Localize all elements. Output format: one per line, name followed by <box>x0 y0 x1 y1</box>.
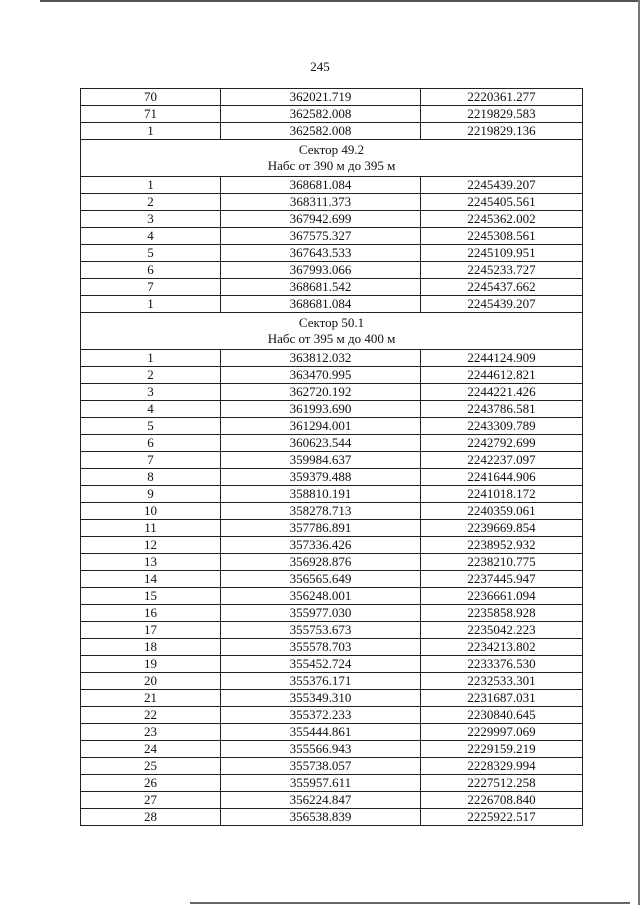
point-number-cell: 7 <box>81 452 221 469</box>
point-number-cell: 17 <box>81 622 221 639</box>
point-number-cell: 9 <box>81 486 221 503</box>
y-coordinate-cell: 2245437.662 <box>421 279 583 296</box>
x-coordinate-cell: 356224.847 <box>221 792 421 809</box>
y-coordinate-cell: 2225922.517 <box>421 809 583 826</box>
table-row <box>81 89 583 106</box>
table-row <box>81 177 583 194</box>
point-number-cell: 71 <box>81 106 221 123</box>
x-coordinate-cell: 367643.533 <box>221 245 421 262</box>
x-coordinate-cell: 359984.637 <box>221 452 421 469</box>
table-row <box>81 296 583 313</box>
point-number-cell: 13 <box>81 554 221 571</box>
x-coordinate-cell: 355349.310 <box>221 690 421 707</box>
table-row <box>81 262 583 279</box>
y-coordinate-cell: 2245308.561 <box>421 228 583 245</box>
sector-title: Сектор 49.2 <box>298 142 365 157</box>
point-number-cell: 3 <box>81 384 221 401</box>
x-coordinate-cell: 355977.030 <box>221 605 421 622</box>
x-coordinate-cell: 362720.192 <box>221 384 421 401</box>
y-coordinate-cell: 2242792.699 <box>421 435 583 452</box>
y-coordinate-cell: 2231687.031 <box>421 690 583 707</box>
point-number-cell: 4 <box>81 228 221 245</box>
y-coordinate-cell: 2245233.727 <box>421 262 583 279</box>
point-number-cell: 70 <box>81 89 221 106</box>
y-coordinate-cell: 2228329.994 <box>421 758 583 775</box>
scan-edge-bottom <box>190 902 630 904</box>
point-number-cell: 28 <box>81 809 221 826</box>
coordinates-table-body <box>81 89 583 826</box>
point-number-cell: 5 <box>81 418 221 435</box>
x-coordinate-cell: 361993.690 <box>221 401 421 418</box>
table-row <box>81 418 583 435</box>
y-coordinate-cell: 2244221.426 <box>421 384 583 401</box>
x-coordinate-cell: 355753.673 <box>221 622 421 639</box>
table-row <box>81 245 583 262</box>
table-row <box>81 469 583 486</box>
x-coordinate-cell: 355444.861 <box>221 724 421 741</box>
y-coordinate-cell: 2226708.840 <box>421 792 583 809</box>
point-number-cell: 15 <box>81 588 221 605</box>
x-coordinate-cell: 355452.724 <box>221 656 421 673</box>
point-number-cell: 2 <box>81 194 221 211</box>
sector-header-cell <box>81 313 583 350</box>
y-coordinate-cell: 2237445.947 <box>421 571 583 588</box>
point-number-cell: 1 <box>81 123 221 140</box>
table-row <box>81 503 583 520</box>
y-coordinate-cell: 2233376.530 <box>421 656 583 673</box>
y-coordinate-cell: 2245405.561 <box>421 194 583 211</box>
point-number-cell: 10 <box>81 503 221 520</box>
x-coordinate-cell: 355578.703 <box>221 639 421 656</box>
table-row <box>81 228 583 245</box>
point-number-cell: 21 <box>81 690 221 707</box>
table-row <box>81 707 583 724</box>
x-coordinate-cell: 355372.233 <box>221 707 421 724</box>
x-coordinate-cell: 361294.001 <box>221 418 421 435</box>
y-coordinate-cell: 2245362.002 <box>421 211 583 228</box>
point-number-cell: 12 <box>81 537 221 554</box>
x-coordinate-cell: 368681.084 <box>221 177 421 194</box>
sector-height-range: Набс от 390 м до 395 м <box>267 158 396 173</box>
y-coordinate-cell: 2230840.645 <box>421 707 583 724</box>
table-row <box>81 690 583 707</box>
table-row <box>81 571 583 588</box>
x-coordinate-cell: 362582.008 <box>221 123 421 140</box>
y-coordinate-cell: 2241018.172 <box>421 486 583 503</box>
x-coordinate-cell: 362021.719 <box>221 89 421 106</box>
point-number-cell: 5 <box>81 245 221 262</box>
point-number-cell: 11 <box>81 520 221 537</box>
y-coordinate-cell: 2245439.207 <box>421 296 583 313</box>
table-row <box>81 435 583 452</box>
x-coordinate-cell: 362582.008 <box>221 106 421 123</box>
point-number-cell: 14 <box>81 571 221 588</box>
table-row <box>81 106 583 123</box>
y-coordinate-cell: 2244124.909 <box>421 350 583 367</box>
point-number-cell: 25 <box>81 758 221 775</box>
table-row <box>81 401 583 418</box>
table-row <box>81 350 583 367</box>
table-row <box>81 279 583 296</box>
y-coordinate-cell: 2235042.223 <box>421 622 583 639</box>
table-row <box>81 486 583 503</box>
point-number-cell: 20 <box>81 673 221 690</box>
y-coordinate-cell: 2240359.061 <box>421 503 583 520</box>
point-number-cell: 22 <box>81 707 221 724</box>
table-row <box>81 741 583 758</box>
table-row <box>81 554 583 571</box>
table-row <box>81 775 583 792</box>
table-row <box>81 194 583 211</box>
y-coordinate-cell: 2234213.802 <box>421 639 583 656</box>
y-coordinate-cell: 2244612.821 <box>421 367 583 384</box>
table-row <box>81 622 583 639</box>
y-coordinate-cell: 2229159.219 <box>421 741 583 758</box>
point-number-cell: 19 <box>81 656 221 673</box>
table-row <box>81 656 583 673</box>
x-coordinate-cell: 356538.839 <box>221 809 421 826</box>
y-coordinate-cell: 2219829.583 <box>421 106 583 123</box>
y-coordinate-cell: 2238952.932 <box>421 537 583 554</box>
sector-header-row <box>81 313 583 350</box>
y-coordinate-cell: 2241644.906 <box>421 469 583 486</box>
point-number-cell: 16 <box>81 605 221 622</box>
x-coordinate-cell: 355738.057 <box>221 758 421 775</box>
point-number-cell: 24 <box>81 741 221 758</box>
x-coordinate-cell: 368311.373 <box>221 194 421 211</box>
x-coordinate-cell: 356928.876 <box>221 554 421 571</box>
y-coordinate-cell: 2245109.951 <box>421 245 583 262</box>
page-number: 245 <box>310 59 330 74</box>
table-row <box>81 367 583 384</box>
point-number-cell: 26 <box>81 775 221 792</box>
x-coordinate-cell: 367942.699 <box>221 211 421 228</box>
sector-header-cell <box>81 140 583 177</box>
table-row <box>81 605 583 622</box>
sector-header-row <box>81 140 583 177</box>
x-coordinate-cell: 367575.327 <box>221 228 421 245</box>
table-row <box>81 520 583 537</box>
x-coordinate-cell: 368681.084 <box>221 296 421 313</box>
y-coordinate-cell: 2220361.277 <box>421 89 583 106</box>
point-number-cell: 27 <box>81 792 221 809</box>
point-number-cell: 3 <box>81 211 221 228</box>
point-number-cell: 2 <box>81 367 221 384</box>
table-row <box>81 123 583 140</box>
x-coordinate-cell: 363470.995 <box>221 367 421 384</box>
y-coordinate-cell: 2245439.207 <box>421 177 583 194</box>
y-coordinate-cell: 2227512.258 <box>421 775 583 792</box>
x-coordinate-cell: 358278.713 <box>221 503 421 520</box>
point-number-cell: 6 <box>81 435 221 452</box>
x-coordinate-cell: 367993.066 <box>221 262 421 279</box>
y-coordinate-cell: 2232533.301 <box>421 673 583 690</box>
x-coordinate-cell: 355957.611 <box>221 775 421 792</box>
sector-title: Сектор 50.1 <box>298 315 365 330</box>
y-coordinate-cell: 2243309.789 <box>421 418 583 435</box>
x-coordinate-cell: 363812.032 <box>221 350 421 367</box>
y-coordinate-cell: 2235858.928 <box>421 605 583 622</box>
x-coordinate-cell: 358810.191 <box>221 486 421 503</box>
point-number-cell: 6 <box>81 262 221 279</box>
y-coordinate-cell: 2229997.069 <box>421 724 583 741</box>
scan-edge-top <box>40 0 638 2</box>
point-number-cell: 1 <box>81 296 221 313</box>
x-coordinate-cell: 356565.649 <box>221 571 421 588</box>
table-row <box>81 809 583 826</box>
table-row <box>81 452 583 469</box>
point-number-cell: 7 <box>81 279 221 296</box>
coordinates-table <box>80 88 583 826</box>
y-coordinate-cell: 2219829.136 <box>421 123 583 140</box>
table-row <box>81 384 583 401</box>
point-number-cell: 23 <box>81 724 221 741</box>
table-row <box>81 673 583 690</box>
point-number-cell: 1 <box>81 350 221 367</box>
x-coordinate-cell: 357336.426 <box>221 537 421 554</box>
y-coordinate-cell: 2243786.581 <box>421 401 583 418</box>
x-coordinate-cell: 355376.171 <box>221 673 421 690</box>
y-coordinate-cell: 2238210.775 <box>421 554 583 571</box>
table-row <box>81 792 583 809</box>
table-row <box>81 758 583 775</box>
table-row <box>81 537 583 554</box>
point-number-cell: 18 <box>81 639 221 656</box>
point-number-cell: 4 <box>81 401 221 418</box>
y-coordinate-cell: 2242237.097 <box>421 452 583 469</box>
x-coordinate-cell: 357786.891 <box>221 520 421 537</box>
point-number-cell: 8 <box>81 469 221 486</box>
x-coordinate-cell: 368681.542 <box>221 279 421 296</box>
sector-height-range: Набс от 395 м до 400 м <box>267 331 396 346</box>
y-coordinate-cell: 2239669.854 <box>421 520 583 537</box>
x-coordinate-cell: 355566.943 <box>221 741 421 758</box>
x-coordinate-cell: 360623.544 <box>221 435 421 452</box>
point-number-cell: 1 <box>81 177 221 194</box>
table-row <box>81 724 583 741</box>
x-coordinate-cell: 359379.488 <box>221 469 421 486</box>
table-row <box>81 588 583 605</box>
table-row <box>81 211 583 228</box>
x-coordinate-cell: 356248.001 <box>221 588 421 605</box>
y-coordinate-cell: 2236661.094 <box>421 588 583 605</box>
table-row <box>81 639 583 656</box>
